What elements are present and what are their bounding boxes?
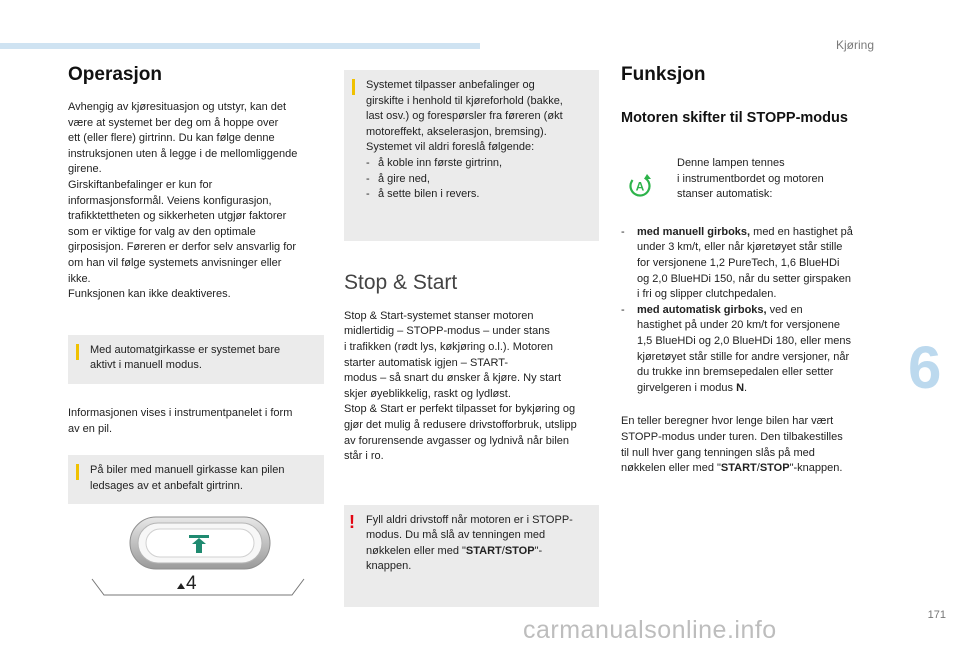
list-item-automatic: - med automatisk girboks, ved en hastighet på under 20 km/t for versjonene 1,5 BlueHDi og 2,0 BlueHDi 180, eller mens kjøretøyet står stille for andre versjoner, når du trukke inn bremsepedalen eller setter girvelgeren i modus N. bbox=[621, 303, 852, 394]
subsection-title-stopp: Motoren skifter til STOPP-modus bbox=[621, 110, 848, 126]
gear-number: 4 bbox=[186, 573, 197, 594]
eco-lamp-row bbox=[621, 156, 881, 203]
list-item-manual: - med manuell girboks, med en hastighet på under 3 km/t, eller når kjøretøyet står stille for versjonene 1,2 PureTech, 1,6 BlueHDi og 2,0 BlueHDi 150, når du setter girspaken i fri og slipper clutchpedalen. bbox=[621, 225, 853, 301]
gearshift-indicator-illustration bbox=[88, 513, 310, 603]
section-title-stop-start: Stop & Start bbox=[344, 270, 458, 294]
stop-start-lamp-icon bbox=[627, 172, 653, 198]
watermark: carmanualsonline.info bbox=[523, 616, 777, 644]
info-note-icon bbox=[352, 79, 355, 95]
column-stop-start bbox=[344, 70, 599, 607]
not-suggested-list bbox=[366, 156, 589, 203]
warning-icon: ! bbox=[349, 511, 355, 532]
list-item: - å koble inn første girtrinn, bbox=[366, 156, 503, 169]
arrow-paragraph: Informasjonen vises i instrumentpanelet i form av en pil. bbox=[68, 406, 293, 435]
instrument-panel-graphic bbox=[88, 513, 310, 603]
list-item: - å gire ned, bbox=[366, 172, 430, 185]
stop-conditions-list bbox=[621, 225, 881, 397]
column-operasjon bbox=[68, 64, 324, 504]
header-accent-bar bbox=[0, 43, 480, 49]
info-note-automatic: Med automatgirkasse er systemet bare aktivt i manuell modus. bbox=[68, 335, 324, 384]
list-item: - å sette bilen i revers. bbox=[366, 188, 480, 201]
svg-text:A: A bbox=[635, 179, 645, 194]
chapter-title: Kjøring bbox=[835, 38, 874, 52]
warning-note-refuel: ! Fyll aldri drivstoff når motoren er i STOPP- modus. Du må slå av tenningen med nøkkelen eller med "START/STOP"- knappen. bbox=[344, 505, 599, 607]
info-note-system: Systemet tilpasser anbefalinger og girskifte i henhold til kjøreforhold (bakke, last osv.) og forespørsler fra føreren (økt motoreffekt, akselerasjon, bremsing). Systemet vil aldri foreslå følgende: - å koble inn første girtrinn, - å gire ned, - å sette bilen i revers. bbox=[344, 70, 599, 241]
operasjon-paragraph: Avhengig av kjøresituasjon og utstyr, kan det være at systemet ber deg om å hoppe over ett (eller flere) girtrinn. Du kan følge denne instruksjonen uten å legge i de mellomliggende girene. Girskiftanbefalinger er kun for informasjonsformål. Veiens konfigurasjon, trafikktettheten og sikkerheten utgjør faktorer som er viktige for valg av den optimale girposisjon. Føreren er derfor selv ansvarlig for om han vil følge systemets anvisninger eller ikke. Funksjonen kan ikke deaktiveres. bbox=[68, 101, 298, 301]
counter-paragraph: En teller beregner hvor lenge bilen har vært STOPP-modus under turen. Den tilbakestilles til null hver gang tenningen slås på med nøkkelen eller med "START/STOP"-knappen. bbox=[621, 415, 843, 475]
info-note-icon bbox=[76, 344, 79, 360]
lamp-description: Denne lampen tennes i instrumentbordet og motoren stanser automatisk: bbox=[677, 157, 824, 201]
page-number: 171 bbox=[927, 609, 946, 621]
section-title-operasjon: Operasjon bbox=[68, 64, 162, 85]
stop-start-paragraph: Stop & Start-systemet stanser motoren midlertidig – STOPP-modus – under stans i trafikken (rødt lys, køkjøring o.l.). Motoren starter automatisk igjen – START- modus – så snart du ønsker å kjøre. Ny start skjer øyeblikkelig, raskt og lydløst. Stop & Start er perfekt tilpasset for bykjøring og gjør det mulig å redusere drivstofforbruk, utslipp av forurensende avgasser og lydnivå når bilen står i ro. bbox=[344, 309, 577, 463]
column-funksjon bbox=[621, 64, 881, 477]
info-note-icon bbox=[76, 464, 79, 480]
chapter-number: 6 bbox=[908, 334, 942, 401]
section-title-funksjon: Funksjon bbox=[621, 64, 706, 85]
info-note-manual: På biler med manuell girkasse kan pilen ledsages av et anbefalt girtrinn. bbox=[68, 455, 324, 504]
